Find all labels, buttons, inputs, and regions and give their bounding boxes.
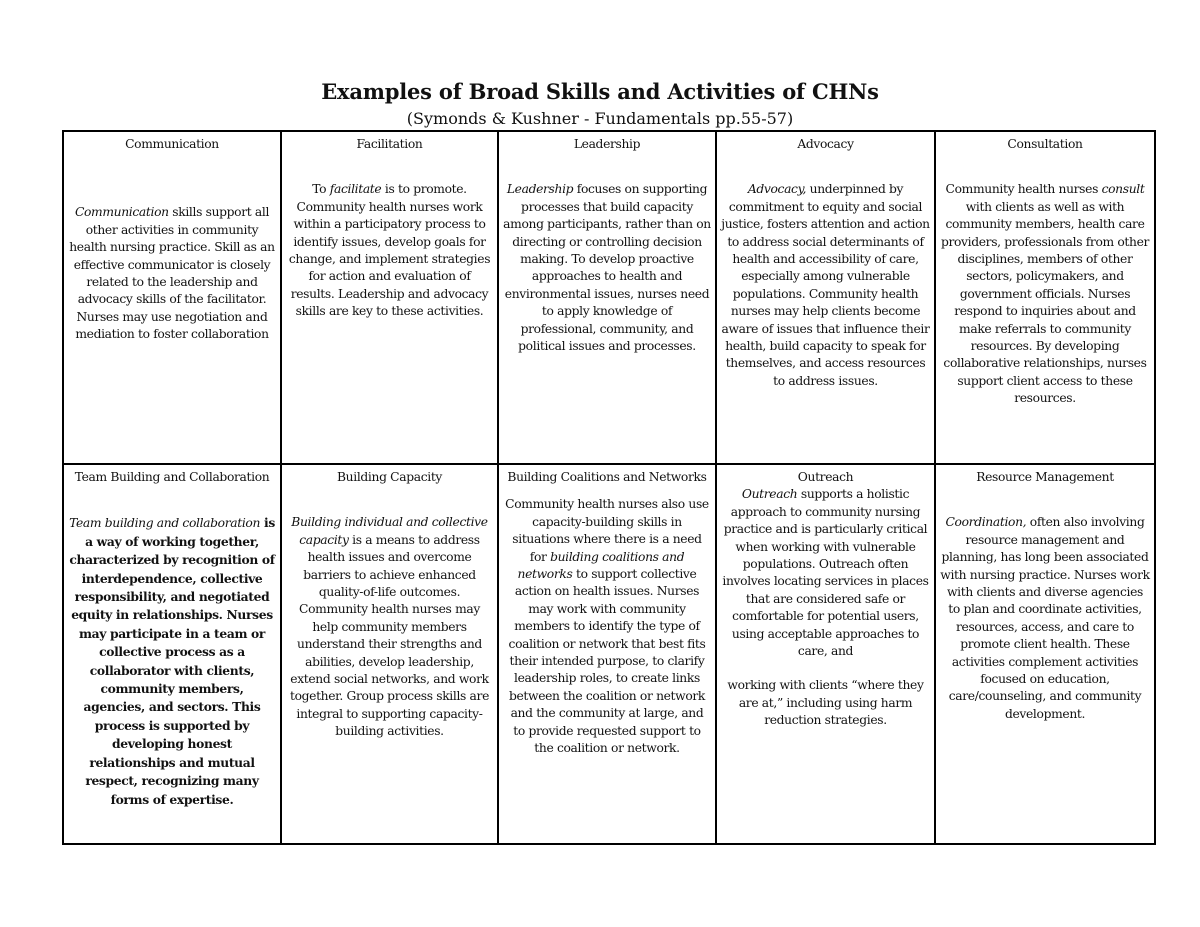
- cell-heading: Team Building and Collaboration: [74, 470, 270, 484]
- cell-consultation: [935, 131, 1155, 464]
- cell-text: [286, 514, 493, 740]
- cell-body: underpinned by commitment to equity and social justice, fosters attention and action to address social determinants of health and accessibility of care, especially among vulnerable populations. Community health nurses may help clients become aware of issues that influence their health, build capacity to speak for themselves, and access resources to address issues.: [721, 182, 930, 388]
- cell-term: facilitate: [329, 182, 382, 197]
- cell-body: focuses on supporting processes that build capacity among participants, rather than on directing or controlling decision making. To develop proactive approaches to health and environmental issues, nurses need to apply knowledge of professional, community, and political issues and processes.: [503, 182, 711, 354]
- cell-term: Leadership: [506, 182, 574, 197]
- cell-heading: Facilitation: [356, 137, 423, 151]
- cell-body: is a means to address health issues and overcome barriers to achieve enhanced quality-of-life outcomes. Community health nurses may help community members understand their strengths and abilities, develop leadership, extend social networks, and work together. Group process skills are integral to supporting capacity-building activities.: [290, 532, 489, 739]
- cell-heading: Building Capacity: [336, 470, 443, 484]
- cell-body: is to promote. Community health nurses work within a participatory process to identify issues, develop goals for change, and implement strategies for action and evaluation of results. Leadership and advocacy skills are key to these activities.: [288, 182, 491, 319]
- cell-term: Team building and collaboration: [69, 516, 261, 531]
- cell-term: Building individual and collective capacity: [291, 515, 488, 547]
- cell-term: Coordination,: [945, 515, 1027, 530]
- cell-term: Advocacy,: [747, 182, 807, 197]
- cell-body: to support collective action on health issues. Nurses may work with community members to identify the type of coalition or network that best fits their intended purpose, to clarify leadership roles, to create links between the coalition or network and the community at large, and to provide requested support to the coalition or network.: [508, 567, 706, 756]
- cell-text: [286, 181, 493, 320]
- cell-heading: Communication: [125, 137, 219, 151]
- cell-body: is a way of working together, characterized by recognition of interdependence, collective responsibility, and negotiated equity in relationships. Nurses may participate in a team or collective process as a collaborator with clients, community members, agencies, and sectors. This process is supported by developing honest relationships and mutual respect, recognizing many forms of expertise.: [69, 515, 275, 807]
- cell-text-continued: working with clients “where they are at,” including using harm reduction strategies.: [727, 678, 924, 728]
- cell-text: [940, 181, 1150, 407]
- document-subtitle: (Symonds & Kushner - Fundamentals pp.55-57): [406, 109, 794, 128]
- cell-heading: Outreach: [797, 470, 854, 484]
- cell-text: [721, 486, 930, 660]
- cell-heading: Building Coalitions and Networks: [507, 470, 707, 484]
- cell-resource-management: [935, 464, 1155, 844]
- cell-pre: Community health nurses also use capacity-building skills in situations where there is a need for: [505, 497, 709, 564]
- cell-term: Outreach: [741, 487, 798, 502]
- cell-body: with clients as well as with community members, health care providers, professionals from other disciplines, members of other sectors, policymakers, and government officials. Nurses respond to inquiries about and make referrals to community resources. By developing collaborative relationships, nurses support client access to these resources.: [940, 199, 1150, 406]
- cell-outreach: [716, 464, 935, 844]
- cell-coalitions: [498, 464, 716, 844]
- table-row: [63, 131, 1155, 464]
- cell-pre: Community health nurses: [945, 182, 1102, 197]
- cell-term: building coalitions and networks: [517, 549, 685, 582]
- cell-text: [503, 496, 711, 757]
- cell-term: Communication: [74, 205, 169, 220]
- cell-heading: Advocacy: [797, 137, 854, 151]
- cell-text: [721, 181, 930, 390]
- cell-heading: Leadership: [573, 137, 641, 151]
- cell-facilitation: [281, 131, 498, 464]
- cell-communication: [63, 131, 281, 464]
- cell-text: [940, 514, 1150, 723]
- cell-term: consult: [1101, 182, 1145, 197]
- cell-text: [68, 204, 276, 343]
- cell-team-building: [63, 464, 281, 844]
- cell-heading: Consultation: [1007, 137, 1083, 151]
- cell-advocacy: [716, 131, 935, 464]
- cell-heading: Resource Management: [976, 470, 1114, 484]
- skills-table: [62, 130, 1156, 845]
- cell-leadership: [498, 131, 716, 464]
- cell-body: supports a holistic approach to community nursing practice and is particularly critical when working with vulnerable populations. Outreach often involves locating services in places that are considered safe or comfortable for potential users, using acceptable approaches to care, and: [722, 487, 929, 659]
- document-title: Examples of Broad Skills and Activities of CHNs: [321, 79, 879, 104]
- cell-pre: To: [312, 182, 330, 197]
- table-row: [63, 464, 1155, 844]
- cell-text: [68, 514, 276, 809]
- cell-text: [503, 181, 711, 355]
- cell-body: often also involving resource management and planning, has long been associated with nursing practice. Nurses work with clients and diverse agencies to plan and coordinate activities, resources, access, and care to promote client health. These activities complement activities focused on education, care/counseling, and community development.: [940, 515, 1150, 721]
- cell-body: skills support all other activities in community health nursing practice. Skill as an effective communicator is closely related to the leadership and advocacy skills of the facilitator. Nurses may use negotiation and mediation to foster collaboration: [69, 205, 275, 342]
- cell-building-capacity: [281, 464, 498, 844]
